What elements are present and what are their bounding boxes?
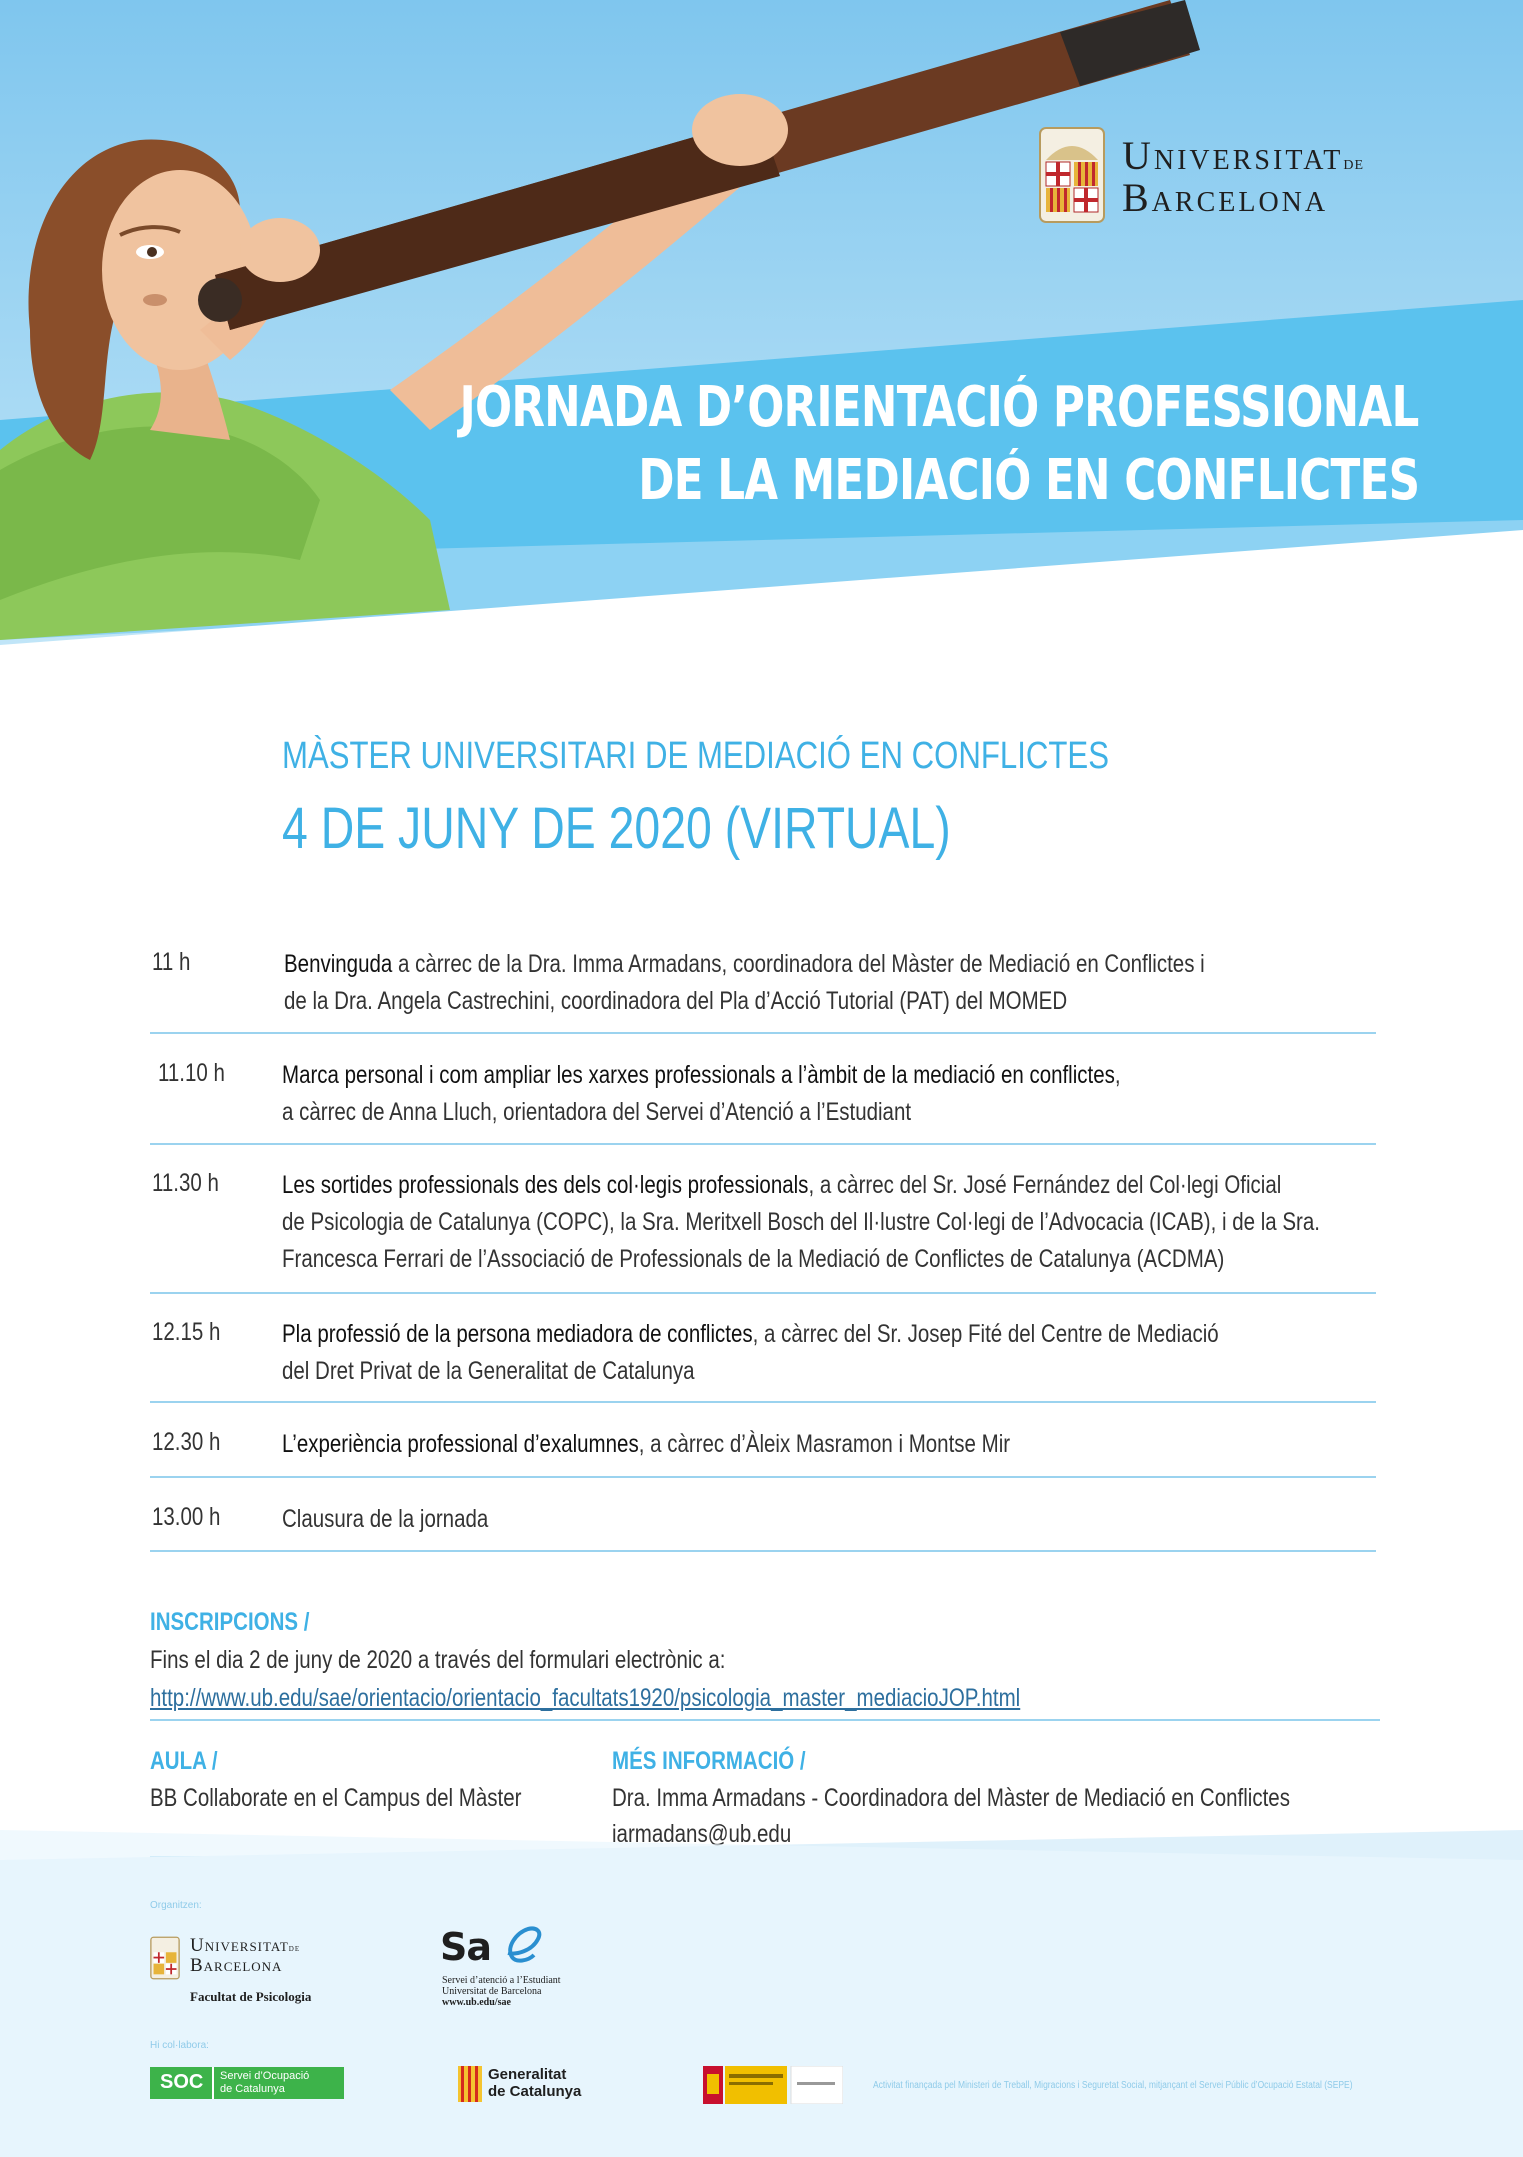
schedule-time: 11.30 h xyxy=(152,1169,219,1197)
footer-ub-line2: Barcelona xyxy=(190,1955,283,1976)
funding-note: Activitat finançada pel Ministeri de Treball, Migracions i Seguretat Social, mitjançant el Servei Públic d’Ocupació Estatal (SEPE) xyxy=(873,2080,1353,2091)
schedule-time: 13.00 h xyxy=(152,1503,221,1531)
soc-logo xyxy=(150,2067,344,2099)
info-email-link[interactable]: iarmadans@ub.edu xyxy=(612,1820,792,1848)
hero-banner xyxy=(0,0,1523,680)
info-contact: Dra. Imma Armadans - Coordinadora del Màster de Mediació en Conflictes xyxy=(612,1784,1290,1812)
sae-logo-text: Sa xyxy=(440,1925,492,1969)
schedule-time: 12.30 h xyxy=(152,1428,221,1456)
divider xyxy=(150,1401,1376,1403)
soc-divider xyxy=(212,2067,214,2099)
schedule-item: Benvinguda a càrrec de la Dra. Imma Armadans, coordinadora del Màster de Mediació en Conflictes i de la Dra. Angela Castrechini, coordinadora del Pla d’Acció Tutorial (PAT) del MOMED xyxy=(284,950,1205,1015)
divider xyxy=(150,1476,1376,1478)
collab-label: Hi col·labora: xyxy=(150,2040,209,2051)
ministry-logo xyxy=(703,2066,843,2104)
sae-caption: Servei d’atenció a l’Estudiant Universitat de Barcelona www.ub.edu/sae xyxy=(442,1975,561,2008)
schedule-item: L’experiència professional d’exalumnes, a càrrec d’Àleix Masramon i Montse Mir xyxy=(282,1430,1011,1458)
inscriptions-label: INSCRIPCIONS / xyxy=(150,1608,310,1636)
ub-logo-line1: Universitatde xyxy=(1122,133,1365,178)
info-label: MÉS INFORMACIÓ / xyxy=(612,1747,806,1775)
page-title-line2: DE LA MEDIACIÓ EN CONFLICTES xyxy=(638,448,1419,513)
ministry-emblem-icon xyxy=(703,2066,843,2104)
divider xyxy=(150,1032,1376,1034)
divider xyxy=(150,1719,1380,1721)
inscriptions-text: Fins el dia 2 de juny de 2020 a través del formulari electrònic a: xyxy=(150,1646,726,1674)
ub-logo xyxy=(1038,126,1418,226)
footer-ub-logo xyxy=(150,1935,370,2005)
footer-faculty: Facultat de Psicologia xyxy=(190,1989,312,2004)
aula-label: AULA / xyxy=(150,1747,218,1775)
sae-e-icon xyxy=(502,1925,546,1965)
divider xyxy=(150,1143,1376,1145)
sae-logo xyxy=(440,1925,590,2010)
organizers-label: Organitzen: xyxy=(150,1900,202,1911)
divider xyxy=(150,1550,1376,1552)
schedule-item: Clausura de la jornada xyxy=(282,1505,489,1533)
generalitat-logo xyxy=(458,2064,608,2104)
hero-illustration xyxy=(0,0,1523,680)
soc-caption: Servei d’Ocupació de Catalunya xyxy=(220,2070,310,2095)
generalitat-text: Generalitat de Catalunya xyxy=(488,2066,582,2100)
schedule-time: 11.10 h xyxy=(158,1059,225,1087)
program-name: MÀSTER UNIVERSITARI DE MEDIACIÓ EN CONFLICTES xyxy=(282,735,1109,777)
ub-logo-line2: Barcelona xyxy=(1122,175,1329,220)
schedule-item: Pla professió de la persona mediadora de conflictes, a càrrec del Sr. Josep Fité del Centre de Mediació del Dret Privat de la Generalitat de Catalunya xyxy=(282,1320,1219,1385)
ub-crest-icon xyxy=(1038,126,1106,224)
senyera-icon xyxy=(458,2066,482,2102)
footer-ub-line1: Universitatde xyxy=(190,1935,301,1956)
schedule-item: Marca personal i com ampliar les xarxes professionals a l’àmbit de la mediació en conflictes, a càrrec de Anna Lluch, orientadora del Servei d’Atenció a l’Estudiant xyxy=(282,1061,1121,1126)
aula-text: BB Collaborate en el Campus del Màster xyxy=(150,1784,522,1812)
schedule-time: 12.15 h xyxy=(152,1318,221,1346)
schedule-time: 11 h xyxy=(152,948,191,976)
page-title-line1: JORNADA D’ORIENTACIÓ PROFESSIONAL xyxy=(459,375,1419,440)
event-date: 4 DE JUNY DE 2020 (VIRTUAL) xyxy=(282,796,951,861)
ub-crest-icon xyxy=(150,1935,180,1981)
divider xyxy=(150,1292,1376,1294)
registration-link[interactable]: http://www.ub.edu/sae/orientacio/orientacio_facultats1920/psicologia_master_mediacioJOP.html xyxy=(150,1684,1021,1712)
schedule-item: Les sortides professionals des dels col·legis professionals, a càrrec del Sr. José Fernández del Col·legi Oficial de Psicologia de Catalunya (COPC), la Sra. Meritxell Bosch del Il·lustre Col·legi de l’Advocacia (ICAB), i de la Sra. Francesca Ferrari de l’Associació de Professionals de la Mediació de Conflictes de Catalunya (ACDMA) xyxy=(282,1171,1320,1273)
soc-logo-text: SOC xyxy=(160,2071,204,2093)
